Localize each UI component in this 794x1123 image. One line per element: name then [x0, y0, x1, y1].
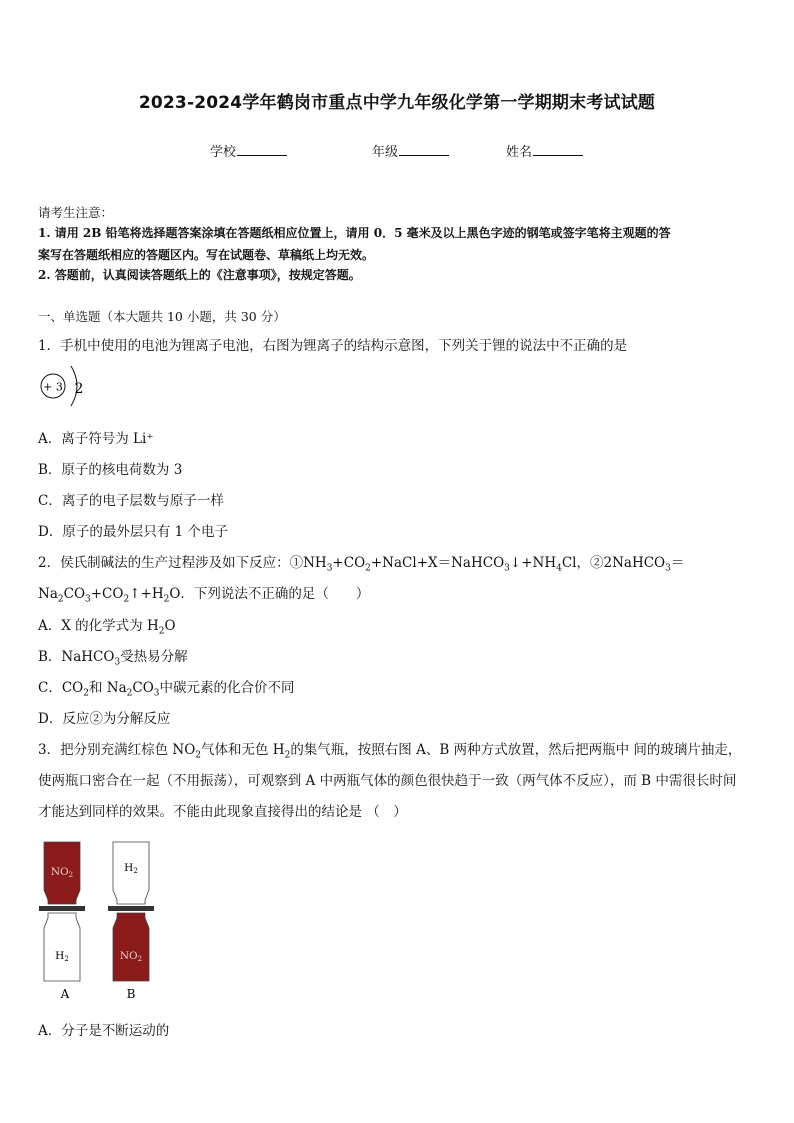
q1-option-b: B．原子的核电荷数为 3: [38, 462, 183, 478]
name-label: 姓名: [506, 145, 533, 160]
school-field: [210, 141, 287, 160]
nucleus-charge: + 3: [43, 380, 63, 394]
q2-option-d: D．反应②为分解反应: [38, 711, 171, 727]
lithium-ion-structure-diagram: [38, 362, 98, 412]
bottle-a-bottom-h2: [44, 913, 80, 981]
q2-stem-line-1: 2．侯氏制碱法的生产过程涉及如下反应：$①NH_3+CO_2+NaCl+X=NaHCO_3↓+NH_4Cl$，②2NaHCO$_3$＝: [38, 555, 685, 574]
grade-blank: [399, 143, 449, 156]
page-title: 2023-2024学年鹤岗市重点中学九年级化学第一学期期末考试试题: [138, 93, 656, 113]
glass-plate-a: [39, 906, 85, 911]
shell-electron-count: 2: [74, 381, 84, 397]
q1-option-c: C．离子的电子层数与原子一样: [38, 493, 224, 509]
school-label: 学校: [210, 145, 237, 160]
notes-line-2: 案写在答题纸相应的答题区内。写在试题卷、草稿纸上均无效。: [38, 248, 375, 262]
notes-line-1: 1. 请用 2B 铅笔将选择题答案涂填在答题纸相应位置上，请用 0．5 毫米及以上黑色字迹的钢笔或签字笔将主观题的答: [38, 226, 671, 240]
notes-heading: 请考生注意：: [38, 205, 114, 220]
school-blank: [237, 143, 287, 156]
bottle-a-top-label: NO2: [50, 866, 74, 879]
q3-option-a: A．分子是不断运动的: [38, 1023, 170, 1039]
q3-stem-line-1: 3．把分别充满红棕色 $NO_2$气体和无色 $H_2$的集气瓶，按照右图 A、B 两种方式放置，然后把两瓶中 间的玻璃片抽走，: [38, 742, 742, 761]
q3-stem-line-2: 使两瓶口密合在一起（不用振荡），可观察到 A 中两瓶气体的颜色很快趋于一致（两气体不反应），而 B 中需很长时间: [38, 773, 737, 789]
grade-field: [372, 141, 449, 160]
q3-stem-line-3: 才能达到同样的效果。不能由此现象直接得出的结论是 （ ）: [38, 804, 407, 820]
notes-line-3: 2. 答题前，认真阅读答题纸上的《注意事项》，按规定答题。: [38, 268, 361, 282]
name-field: [506, 141, 583, 160]
setup-b: [108, 842, 154, 1001]
bottle-b-bottom-no2: [113, 913, 149, 981]
q1-option-a: A．离子符号为 Li⁺: [38, 431, 154, 447]
setup-a-label: A: [60, 987, 70, 1001]
q2-option-c: C．$CO_2$和 $Na_2CO_3$中碳元素的化合价不同: [38, 680, 295, 699]
section-heading: 一、单选题（本大题共 10 小题，共 30 分）: [38, 309, 286, 324]
q1-option-d: D．原子的最外层只有 1 个电子: [38, 524, 228, 540]
gas-bottles-figure: [36, 838, 166, 1006]
q2-stem-line-2: $Na_2CO_3+CO_2↑+H_2O$．下列说法不正确的足（ ）: [38, 586, 370, 605]
glass-plate-b: [108, 906, 154, 911]
bottle-b-top-label: H2: [124, 862, 138, 875]
grade-label: 年级: [372, 145, 399, 160]
q2-option-a: A．X 的化学式为 $H_2O$: [38, 618, 176, 637]
setup-b-label: B: [126, 987, 136, 1001]
name-blank: [533, 143, 583, 156]
setup-a: [39, 842, 85, 1001]
bottle-a-bottom-label: H2: [55, 950, 69, 963]
q1-stem: 1．手机中使用的电池为锂离子电池，右图为锂离子的结构示意图，下列关于锂的说法中不正确的是: [38, 338, 628, 354]
bottle-b-bottom-label: NO2: [119, 950, 143, 963]
q2-option-b: B．NaHCO$_3$受热易分解: [38, 649, 188, 668]
